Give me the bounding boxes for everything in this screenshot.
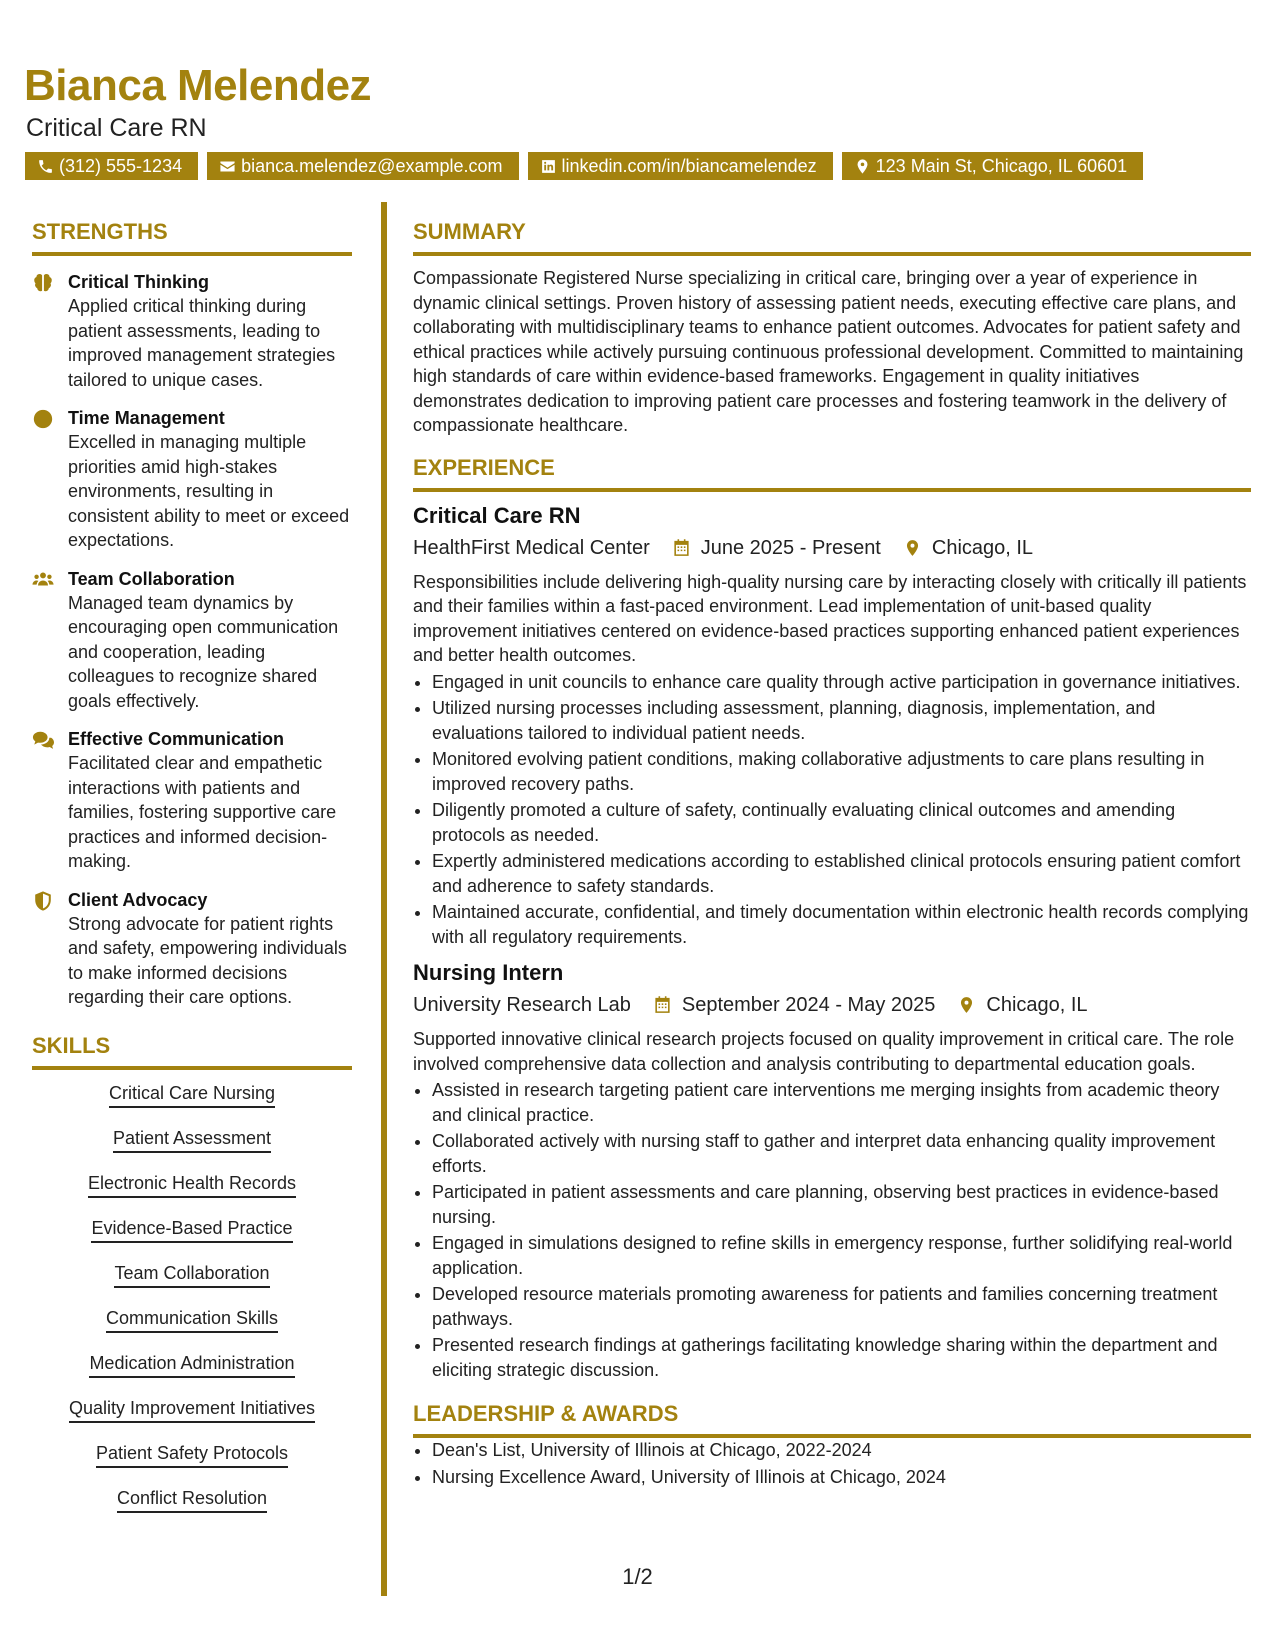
skill-item: [32, 1442, 352, 1468]
job-entry: [413, 959, 1251, 1382]
job-company: HealthFirst Medical Center: [413, 536, 650, 559]
map-pin-icon: [903, 538, 922, 558]
shield-icon: [32, 890, 54, 912]
strength-description: Strong advocate for patient rights and safety, empowering individuals to make informed decisions regarding their care options.: [68, 913, 347, 1007]
skill-item: [32, 1307, 352, 1333]
strength-description: Excelled in managing multiple priorities amid high-stakes environments, resulting in consistent ability to meet or exceed expectations.: [68, 432, 350, 550]
job-title: Critical Care RN: [413, 502, 581, 528]
page-number: 1/2: [622, 1564, 653, 1589]
strength-item: [32, 727, 352, 874]
envelope-icon: [219, 158, 236, 175]
job-bullet: • Monitored evolving patient conditions, making collaborative adjustments to care plans resulting in improved recovery paths.: [432, 747, 1251, 796]
job-bullet: • Utilized nursing processes including assessment, planning, diagnosis, implementation, and evaluations tailored to individual patient needs.: [432, 696, 1251, 745]
users-icon: [32, 569, 54, 591]
brain-icon: [32, 272, 54, 294]
award-item: • Dean's List, University of Illinois at Chicago, 2022-2024: [432, 1438, 1251, 1463]
linkedin-icon: [540, 158, 557, 175]
skills-heading: SKILLS: [32, 1032, 352, 1070]
job-meta: [413, 534, 1251, 562]
skill-item: [32, 1217, 352, 1243]
contact-linkedin[interactable]: [528, 152, 833, 180]
skill-item: [32, 1082, 352, 1108]
contact-address-text: 123 Main St, Chicago, IL 60601: [875, 156, 1128, 176]
strength-title: Effective Communication: [68, 729, 285, 749]
phone-icon: [37, 158, 54, 175]
job-bullet: • Engaged in simulations designed to refine skills in emergency response, further solidifying real-world application.: [432, 1231, 1251, 1280]
right-column: [413, 218, 1251, 1491]
skill-item: [32, 1172, 352, 1198]
job-entry: [413, 502, 1251, 950]
job-bullet: • Expertly administered medications according to established clinical protocols ensuring patient comfort and adherence to safety standards.: [432, 849, 1251, 898]
skill-label: Communication Skills: [106, 1307, 278, 1333]
job-bullet: • Assisted in research targeting patient care interventions me merging insights from academic theory and clinical practice.: [432, 1078, 1251, 1127]
job-location: Chicago, IL: [986, 994, 1088, 1016]
summary-heading: SUMMARY: [413, 218, 1251, 256]
skill-label: Evidence-Based Practice: [91, 1217, 292, 1243]
skill-item: [32, 1487, 352, 1513]
calendar-icon: [672, 538, 691, 558]
job-bullet: • Maintained accurate, confidential, and timely documentation within electronic health records complying with all regulatory requirements.: [432, 900, 1251, 949]
contact-phone[interactable]: [25, 152, 198, 180]
job-bullets: [413, 1078, 1251, 1382]
comments-icon: [32, 729, 54, 751]
skill-item: [32, 1352, 352, 1378]
experience-heading: EXPERIENCE: [413, 454, 1251, 492]
contact-email[interactable]: [207, 152, 518, 180]
contact-email-text: bianca.melendez@example.com: [241, 156, 503, 176]
skill-label: Medication Administration: [89, 1352, 294, 1378]
job-bullet: • Collaborated actively with nursing staff to gather and interpret data enhancing quality improvement efforts.: [432, 1129, 1251, 1178]
column-divider: [381, 202, 387, 1596]
contact-address[interactable]: [842, 152, 1144, 180]
strength-title: Time Management: [68, 408, 225, 428]
skill-label: Patient Assessment: [113, 1127, 271, 1153]
contact-phone-text: (312) 555-1234: [59, 156, 183, 176]
skill-label: Electronic Health Records: [88, 1172, 296, 1198]
job-bullet: • Presented research findings at gatherings facilitating knowledge sharing within the department and eliciting strategic discussion.: [432, 1333, 1251, 1382]
map-pin-icon: [854, 158, 871, 175]
contact-bar: [25, 152, 1143, 180]
strength-item: [32, 888, 352, 1010]
job-bullets: [413, 670, 1251, 950]
job-description: Supported innovative clinical research projects focused on quality improvement in critical care. The role involved comprehensive data collection and analysis contributing to departmental education goals.: [413, 1029, 1235, 1074]
job-bullet: • Participated in patient assessments and care planning, observing best practices in evidence-based nursing.: [432, 1180, 1251, 1229]
award-item: • Nursing Excellence Award, University of Illinois at Chicago, 2024: [432, 1465, 1251, 1490]
strength-description: Facilitated clear and empathetic interactions with patients and families, fostering supportive care practices and informed decision-making.: [68, 753, 337, 871]
calendar-icon: [653, 995, 672, 1015]
strength-title: Team Collaboration: [68, 568, 235, 589]
skill-item: [32, 1262, 352, 1288]
candidate-name: Bianca Melendez: [24, 61, 372, 110]
job-bullet: • Engaged in unit councils to enhance care quality through active participation in governance initiatives.: [432, 670, 1251, 695]
summary-text: Compassionate Registered Nurse specializing in critical care, bringing over a year of experience in dynamic clinical settings. Proven history of assessing patient needs, executing effective care plans, and collaborating with multidisciplinary teams to enhance patient outcomes. Advocates for patient safety and ethical practices while actively pursuing continuous professional development. Committed to maintaining high standards of care within evidence-based frameworks. Engagement in quality initiatives demonstrates dedication to improving patient care processes and fostering teamwork in the delivery of compassionate healthcare.: [413, 268, 1244, 435]
job-meta: [413, 991, 1251, 1019]
job-dates: September 2024 - May 2025: [681, 994, 936, 1016]
strength-description: Managed team dynamics by encouraging open communication and cooperation, leading colleagues to recognize shared goals effectively.: [68, 592, 339, 711]
job-role: Critical Care RN: [26, 114, 207, 142]
job-location: Chicago, IL: [931, 536, 1034, 559]
strength-title: Critical Thinking: [68, 272, 210, 292]
strengths-list: [32, 270, 352, 1010]
clock-icon: [32, 408, 54, 430]
job-description: Responsibilities include delivering high-quality nursing care by interacting closely with critically ill patients and their families within a fast-paced environment. Lead implementation of unit-based quality improvement initiatives centered on evidence-based practices supporting enhanced patient experiences and better health outcomes.: [413, 571, 1247, 665]
job-bullet: • Diligently promoted a culture of safety, continually evaluating clinical outcomes and amending protocols as needed.: [432, 798, 1251, 847]
skill-label: Quality Improvement Initiatives: [69, 1397, 315, 1423]
contact-linkedin-text: linkedin.com/in/biancamelendez: [561, 156, 817, 176]
skills-list: [32, 1082, 352, 1513]
strengths-heading: STRENGTHS: [32, 218, 352, 256]
job-company: University Research Lab: [413, 994, 631, 1016]
skill-label: Critical Care Nursing: [109, 1082, 275, 1108]
skill-label: Team Collaboration: [114, 1262, 269, 1288]
job-title: Nursing Intern: [413, 960, 564, 985]
map-pin-icon: [957, 995, 976, 1015]
skill-label: Conflict Resolution: [117, 1487, 267, 1513]
strength-item: [32, 270, 352, 392]
strength-title: Client Advocacy: [68, 889, 208, 910]
job-dates: June 2025 - Present: [700, 536, 881, 559]
leadership-heading: LEADERSHIP & AWARDS: [413, 1400, 1251, 1438]
skill-item: [32, 1127, 352, 1153]
skill-label: Patient Safety Protocols: [96, 1442, 288, 1468]
job-bullet: • Developed resource materials promoting awareness for patients and families concerning treatment pathways.: [432, 1282, 1251, 1331]
skill-item: [32, 1397, 352, 1423]
left-column: [32, 218, 352, 1532]
strength-item: [32, 567, 352, 714]
strength-item: [32, 406, 352, 553]
strength-description: Applied critical thinking during patient assessments, leading to improved management strategies tailored to unique cases.: [68, 296, 336, 390]
awards-list: [413, 1438, 1251, 1489]
